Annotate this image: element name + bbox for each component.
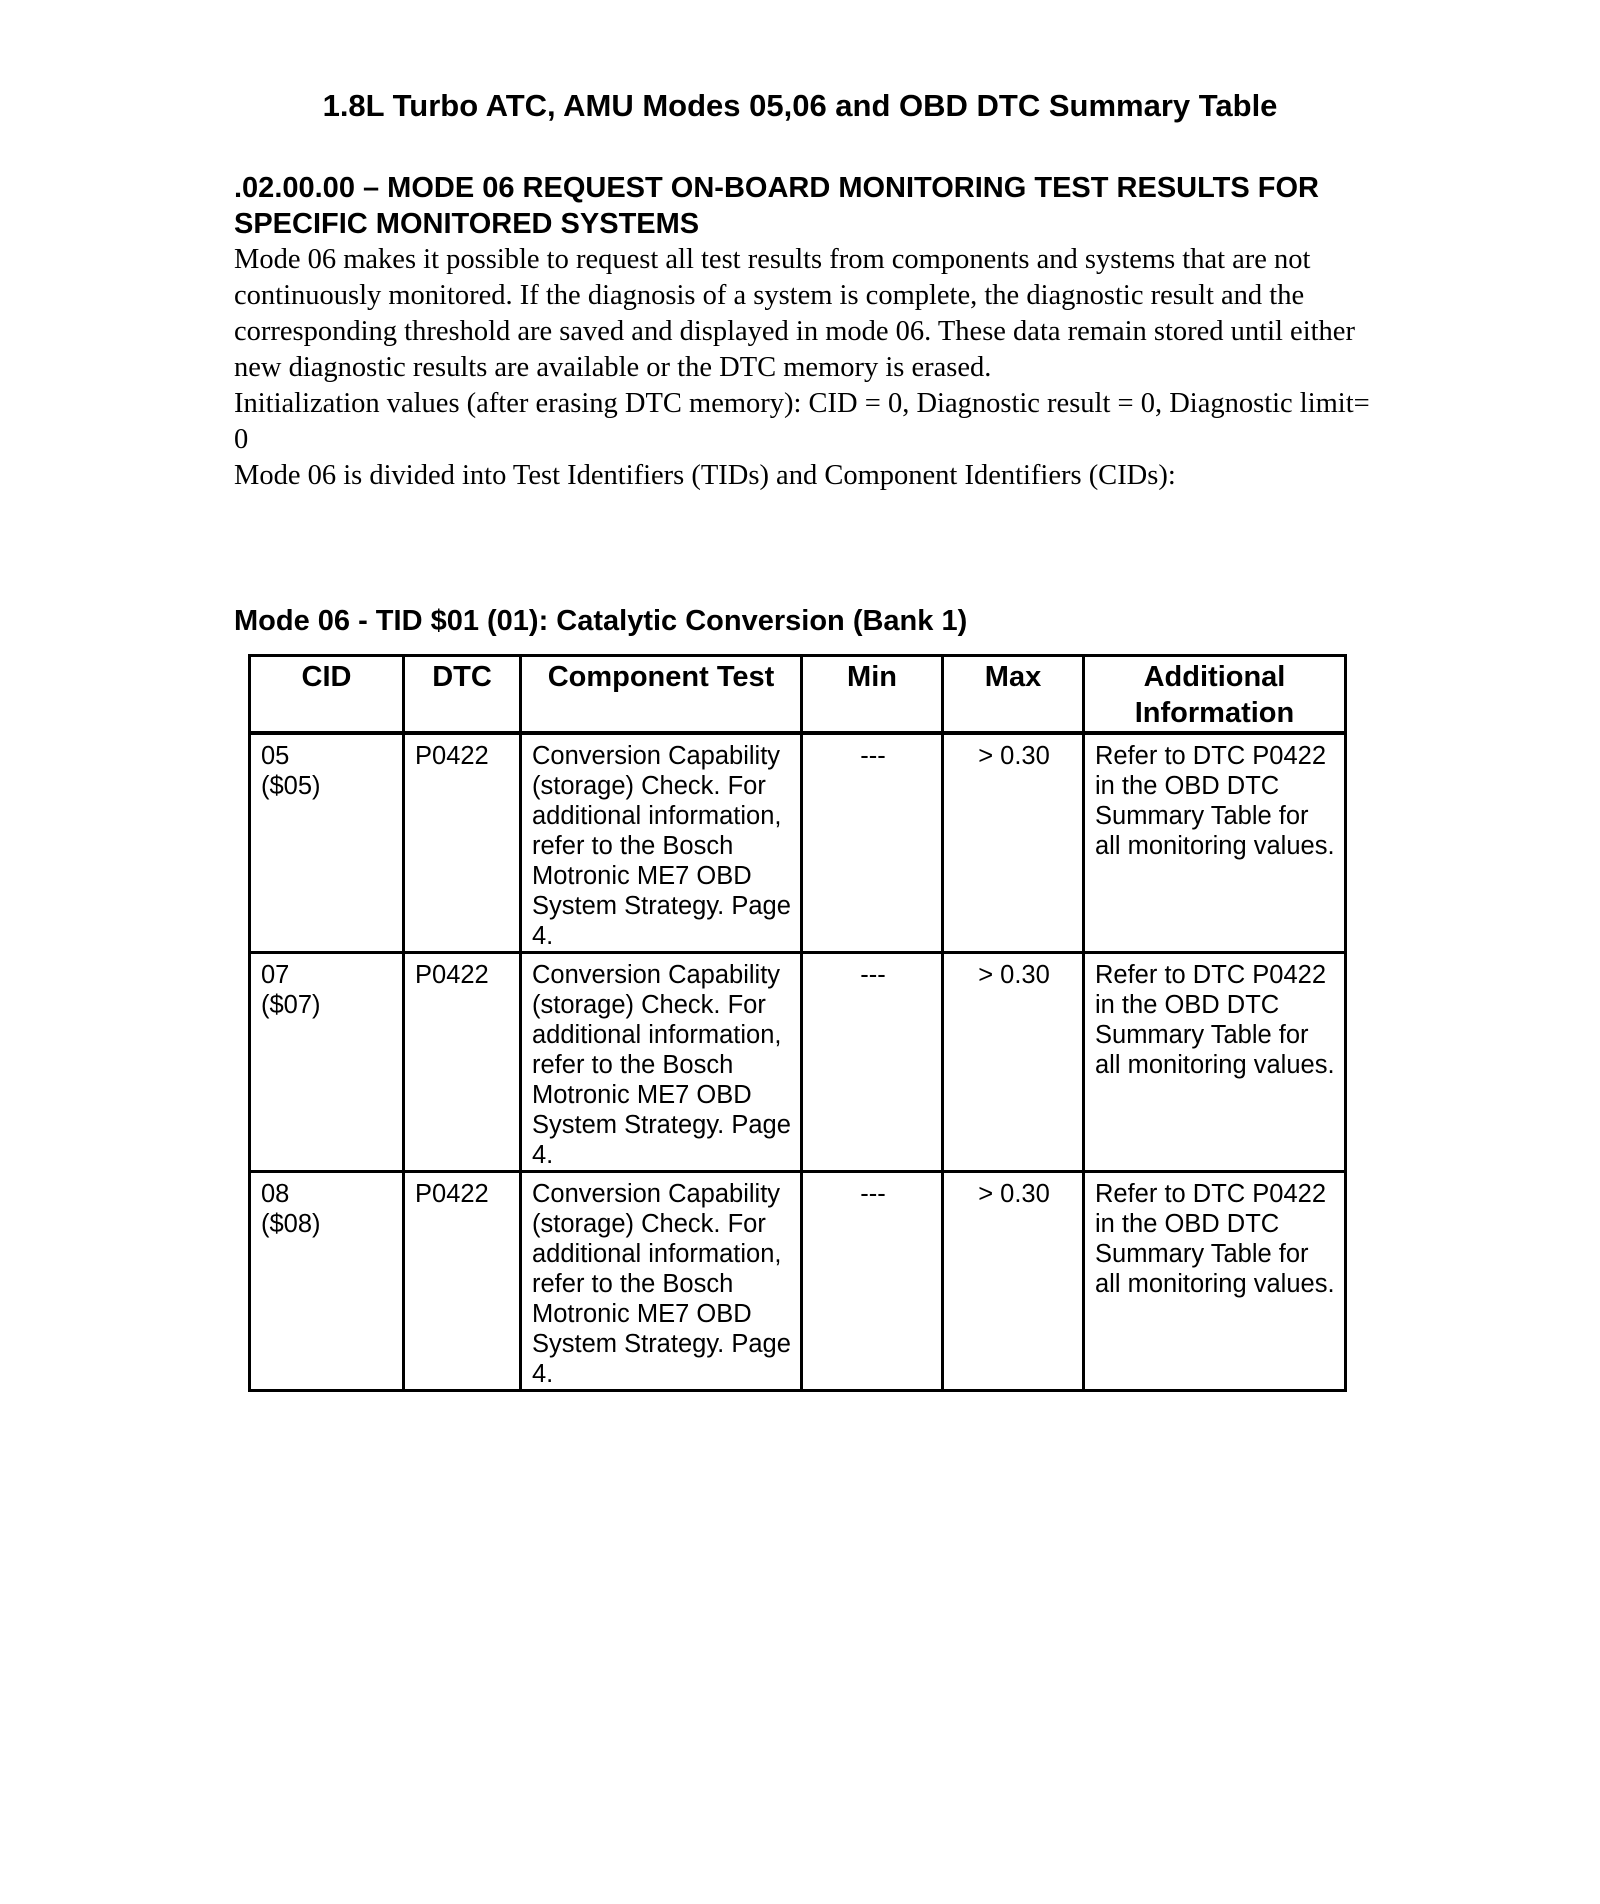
header-component-test: Component Test bbox=[521, 656, 802, 734]
cid-hex-value: ($08) bbox=[261, 1210, 321, 1238]
cell-cid bbox=[250, 733, 404, 953]
cell-dtc: P0422 bbox=[404, 1172, 521, 1391]
cell-min: --- bbox=[802, 953, 943, 1172]
cell-dtc: P0422 bbox=[404, 733, 521, 953]
header-additional-information: Additional Information bbox=[1084, 656, 1346, 734]
cell-min: --- bbox=[802, 1172, 943, 1391]
page-title: 1.8L Turbo ATC, AMU Modes 05,06 and OBD DTC Summary Table bbox=[322, 88, 1278, 123]
paragraph-mode06-description: Mode 06 makes it possible to request all test results from components and systems that are not continuously monitored. If the diagnosis of a system is complete, the diagnostic result and the corresponding threshold are saved and displayed in mode 06. These data remain stored until either new diagnostic results are available or the DTC memory is erased. bbox=[234, 244, 1355, 383]
cell-component-test: Conversion Capability (storage) Check. For additional information, refer to the Bosch Motronic ME7 OBD System Strategy. Page 4. bbox=[521, 953, 802, 1172]
cell-component-test: Conversion Capability (storage) Check. For additional information, refer to the Bosch Motronic ME7 OBD System Strategy. Page 4. bbox=[521, 733, 802, 953]
header-cid: CID bbox=[250, 656, 404, 734]
table-row bbox=[250, 1172, 1346, 1391]
section-heading: .02.00.00 – MODE 06 REQUEST ON-BOARD MONITORING TEST RESULTS FOR SPECIFIC MONITORED SYSTEMS bbox=[234, 172, 1319, 240]
cell-component-test: Conversion Capability (storage) Check. For additional information, refer to the Bosch Motronic ME7 OBD System Strategy. Page 4. bbox=[521, 1172, 802, 1391]
mode06-table bbox=[248, 654, 1347, 1392]
cell-additional-info: Refer to DTC P0422 in the OBD DTC Summary Table for all monitoring values. bbox=[1084, 1172, 1346, 1391]
cid-hex-value: ($07) bbox=[261, 991, 321, 1019]
cell-dtc: P0422 bbox=[404, 953, 521, 1172]
cell-additional-info: Refer to DTC P0422 in the OBD DTC Summary Table for all monitoring values. bbox=[1084, 953, 1346, 1172]
table-row bbox=[250, 953, 1346, 1172]
table-caption: Mode 06 - TID $01 (01): Catalytic Conversion (Bank 1) bbox=[234, 605, 968, 637]
cid-value: 05 bbox=[261, 742, 290, 770]
cid-value: 08 bbox=[261, 1180, 290, 1208]
cell-max: > 0.30 bbox=[943, 733, 1084, 953]
cell-max: > 0.30 bbox=[943, 953, 1084, 1172]
header-dtc: DTC bbox=[404, 656, 521, 734]
cell-min: --- bbox=[802, 733, 943, 953]
paragraph-tid-cid-division: Mode 06 is divided into Test Identifiers (TIDs) and Component Identifiers (CIDs): bbox=[234, 460, 1176, 491]
cell-cid bbox=[250, 953, 404, 1172]
cid-hex-value: ($05) bbox=[261, 772, 321, 800]
header-min: Min bbox=[802, 656, 943, 734]
cid-value: 07 bbox=[261, 961, 290, 989]
table-header-row bbox=[250, 656, 1346, 734]
table-row bbox=[250, 733, 1346, 953]
header-max: Max bbox=[943, 656, 1084, 734]
body-text bbox=[234, 242, 1374, 494]
cell-additional-info: Refer to DTC P0422 in the OBD DTC Summary Table for all monitoring values. bbox=[1084, 733, 1346, 953]
cell-max: > 0.30 bbox=[943, 1172, 1084, 1391]
paragraph-initialization-values: Initialization values (after erasing DTC memory): CID = 0, Diagnostic result = 0, Diagnostic limit= 0 bbox=[234, 388, 1370, 455]
cell-cid bbox=[250, 1172, 404, 1391]
